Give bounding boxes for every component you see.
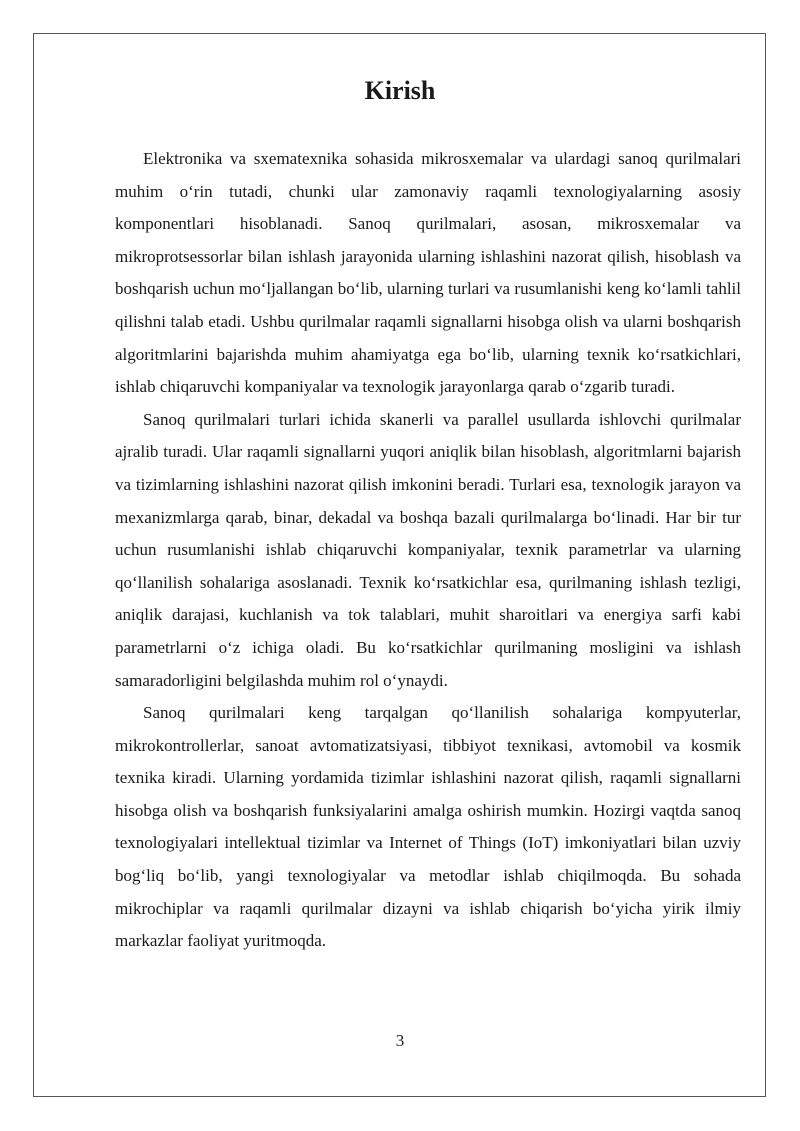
paragraph-3: Sanoq qurilmalari keng tarqalgan qo‘llanilish sohalariga kompyuterlar, mikrokontrollerlar, sanoat avtomatizatsiyasi, tibbiyot texnikasi, avtomobil va kosmik texnika kiradi. Ularning yordamida tizimlar ishlashini nazorat qilish, raqamli signallarni hisobga olish va boshqarish funksiyalarini amalga oshirish mumkin. Hozirgi vaqtda sanoq texnologiyalari intellektual tizimlar va Internet of Things (IoT) imkoniyatlari bilan uzviy bog‘liq bo‘lib, yangi texnologiyalar va metodlar ishlab chiqilmoqda. Bu sohada mikrochiplar va raqamli qurilmalar dizayni va ishlab chiqarish bo‘yicha yirik ilmiy markazlar faoliyat yuritmoqda. <box>115 703 741 951</box>
paragraph-2: Sanoq qurilmalari turlari ichida skanerli va parallel usullarda ishlovchi qurilmalar ajralib turadi. Ular raqamli signallarni yuqori aniqlik bilan hisoblash, algoritmlarni bajarish va tizimlarning ishlashini nazorat qilish imkonini beradi. Turlari esa, texnologik jarayon va mexanizmlarga qarab, binar, dekadal va boshqa bazali qurilmalarga bo‘linadi. Har bir tur uchun rusumlanishi ishlab chiqaruvchi kompaniyalar, texnik parametrlar va ularning qo‘llanilish sohalariga asoslanadi. Texnik ko‘rsatkichlar esa, qurilmaning ishlash tezligi, aniqlik darajasi, kuchlanish va tok talablari, muhit sharoitlari va energiya sarfi kabi parametrlarni o‘z ichiga oladi. Bu ko‘rsatkichlar qurilmaning mosligini va ishlash samaradorligini belgilashda muhim rol o‘ynaydi. <box>115 409 741 690</box>
page-number: 3 <box>395 1031 405 1050</box>
paragraph-1: Elektronika va sxematexnika sohasida mikrosxemalar va ulardagi sanoq qurilmalari muhim o‘rin tutadi, chunki ular zamonaviy raqamli texnologiyalarning asosiy komponentlari hisoblanadi. Sanoq qurilmalari, asosan, mikrosxemalar va mikroprotsessorlar bilan ishlash jarayonida ularning ishlashini nazorat qilish, hisoblash va boshqarish uchun mo‘ljallangan bo‘lib, ularning turlari va rusumlanishi keng ko‘lamli tahlil qilishni talab etadi. Ushbu qurilmalar raqamli signallarni hisobga olish va ularni boshqarish algoritmlarini bajarishda muhim ahamiyatga ega bo‘lib, ularning texnik ko‘rsatkichlari, ishlab chiqaruvchi kompaniyalar va texnologik jarayonlarga qarab o‘zgarib turadi. <box>115 149 741 397</box>
page-title: Kirish <box>364 76 436 105</box>
body-text <box>115 143 741 958</box>
